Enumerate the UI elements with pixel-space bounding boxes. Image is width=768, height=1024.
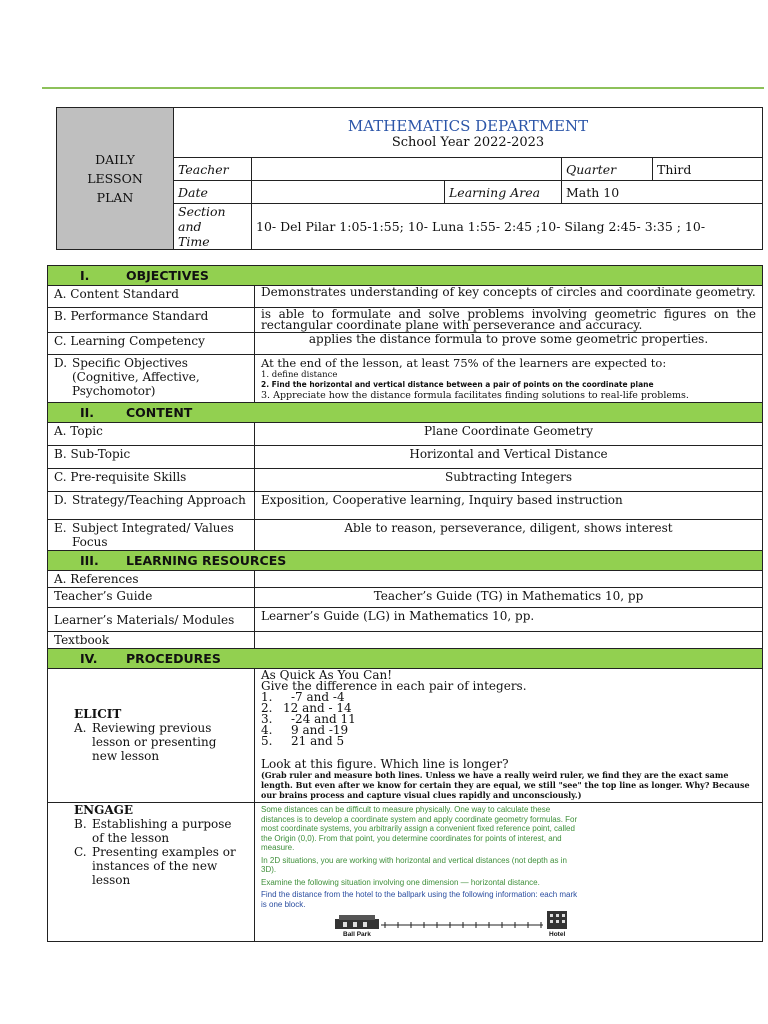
integer-pairs-list (261, 692, 756, 747)
section-title: CONTENT (126, 405, 193, 420)
teacher-value (252, 158, 562, 181)
section-title: LEARNING RESOURCES (126, 553, 287, 568)
engage-text-1: Some distances can be difficult to measure physically. One way to calculate these distances is to develop a coordinate system and apply coordinate geometry formulas. For most coordinate systems, you arbitrarily assign a convenient fixed reference point, called the Origin (0,0). From that point, you determine coordinates for points of interest, and measure. (261, 805, 578, 852)
competency: applies the distance formula to prove some geometric properties. (255, 333, 763, 355)
hotel-label: Hotel (549, 931, 566, 938)
lesson-plan-table (47, 265, 763, 942)
competency-label: C. Learning Competency (48, 333, 255, 355)
tg-value: Teacher’s Guide (TG) in Mathematics 10, pp (255, 588, 763, 608)
section-time-value: 10- Del Pilar 1:05-1:55; 10- Luna 1:55- 2:45 ;10- Silang 2:45- 3:35 ; 10- (252, 204, 763, 250)
top-rule (42, 87, 764, 89)
quarter-label: Quarter (562, 158, 653, 181)
section-objectives: I. OBJECTIVES (48, 266, 763, 286)
section-procedures: IV. PROCEDURES (48, 649, 763, 669)
department-cell (174, 108, 763, 158)
specific-objectives-label: D. Specific Objectives (Cognitive, Affective, Psychomotor) (48, 355, 255, 403)
section-title: OBJECTIVES (126, 268, 209, 283)
engage-text-4: Find the distance from the hotel to the ballpark using the following information: each mark is one block. (261, 890, 578, 909)
prereq-label: C. Pre-requisite Skills (48, 469, 255, 492)
lesson-header-table (56, 107, 763, 250)
lm-value: Learner’s Guide (LG) in Mathematics 10, pp. (255, 608, 763, 632)
strategy-label: D. Strategy/Teaching Approach (48, 492, 255, 520)
list-item: 4. 9 and -19 (261, 723, 349, 737)
date-label: Date (174, 181, 252, 204)
learning-area-label: Learning Area (445, 181, 562, 204)
quarter-value: Third (653, 158, 763, 181)
section-resources: III. LEARNING RESOURCES (48, 551, 763, 571)
textbook-label: Textbook (48, 632, 255, 649)
performance-standard-label: B. Performance Standard (48, 308, 255, 333)
content-standard-label: A. Content Standard (48, 286, 255, 308)
textbook-value (255, 632, 763, 649)
specific-objectives: At the end of the lesson, at least 75% of the learners are expected to: 1. define distance 2. Find the horizontal and vertical distance between a pair of points on the coordinate plane 3. Appreciate how the distance formula facilitates finding solutions to real-life problems. (255, 355, 763, 403)
school-year: School Year 2022-2023 (391, 134, 545, 150)
engage-text-2: In 2D situations, you are working with horizontal and vertical distances (not depth as in 3D). (261, 855, 567, 874)
section-title: PROCEDURES (126, 651, 221, 666)
subject: Able to reason, perseverance, diligent, shows interest (255, 520, 763, 551)
list-item: 3. -24 and 11 (261, 712, 356, 726)
engage-text-3: Examine the following situation involving one dimension — horizontal distance. (261, 877, 540, 887)
content-standard: Demonstrates understanding of key concepts of circles and coordinate geometry. (255, 286, 763, 308)
ballpark-icon (335, 915, 379, 929)
department-title: MATHEMATICS DEPARTMENT (347, 116, 589, 135)
list-item: 2. 12 and - 14 (261, 701, 352, 715)
subtopic-label: B. Sub-Topic (48, 446, 255, 469)
engage-activity (255, 803, 763, 942)
hotel-icon (547, 911, 567, 929)
subtopic: Horizontal and Vertical Distance (255, 446, 763, 469)
topic: Plane Coordinate Geometry (255, 423, 763, 446)
strategy: Exposition, Cooperative learning, Inquiry based instruction (255, 492, 763, 520)
list-item: 5. 21 and 5 (261, 734, 345, 748)
engage-label: ENGAGE B. Establishing a purpose of the lesson C. Presenting examples or instances of the new lesson (48, 803, 255, 942)
tg-label: Teacher’s Guide (48, 588, 255, 608)
topic-label: A. Topic (48, 423, 255, 446)
references-label: A. References (48, 571, 255, 588)
section-content: II. CONTENT (48, 403, 763, 423)
section-time-label: Section and Time (174, 204, 252, 250)
ballpark-label: Ball Park (343, 931, 371, 938)
teacher-label: Teacher (174, 158, 252, 181)
elicit-label: ELICIT A. Reviewing previous lesson or presenting new lesson (48, 669, 255, 803)
performance-standard: is able to formulate and solve problems involving geometric figures on the rectangular coordinate plane with perseverance and accuracy. (255, 308, 763, 333)
lm-label: Learner’s Materials/ Modules (48, 608, 255, 632)
learning-area-value: Math 10 (562, 181, 763, 204)
date-value (252, 181, 445, 204)
daily-lesson-plan-label: DAILY LESSON PLAN (57, 108, 174, 250)
subject-label: E. Subject Integrated/ Values Focus (48, 520, 255, 551)
elicit-activity: As Quick As You Can! Give the difference in each pair of integers. 1. -7 and -4 2. 12 and - 14 3. -24 and 11 4. 9 and -19 5. 21 and 5 Look at this figure. Which line is longer? (Grab ruler and measure both lines. Unless we have a really weird ruler, we find they are the exact same length. But even after we know for certain they are equal, we still "see" the top line as longer. Why? Because our brains process and capture visual clues rapidly and unconsciously.) (255, 669, 763, 803)
references-value (255, 571, 763, 588)
list-item: 1. -7 and -4 (261, 690, 345, 704)
ballpark-hotel-figure (261, 911, 583, 941)
prereq: Subtracting Integers (255, 469, 763, 492)
